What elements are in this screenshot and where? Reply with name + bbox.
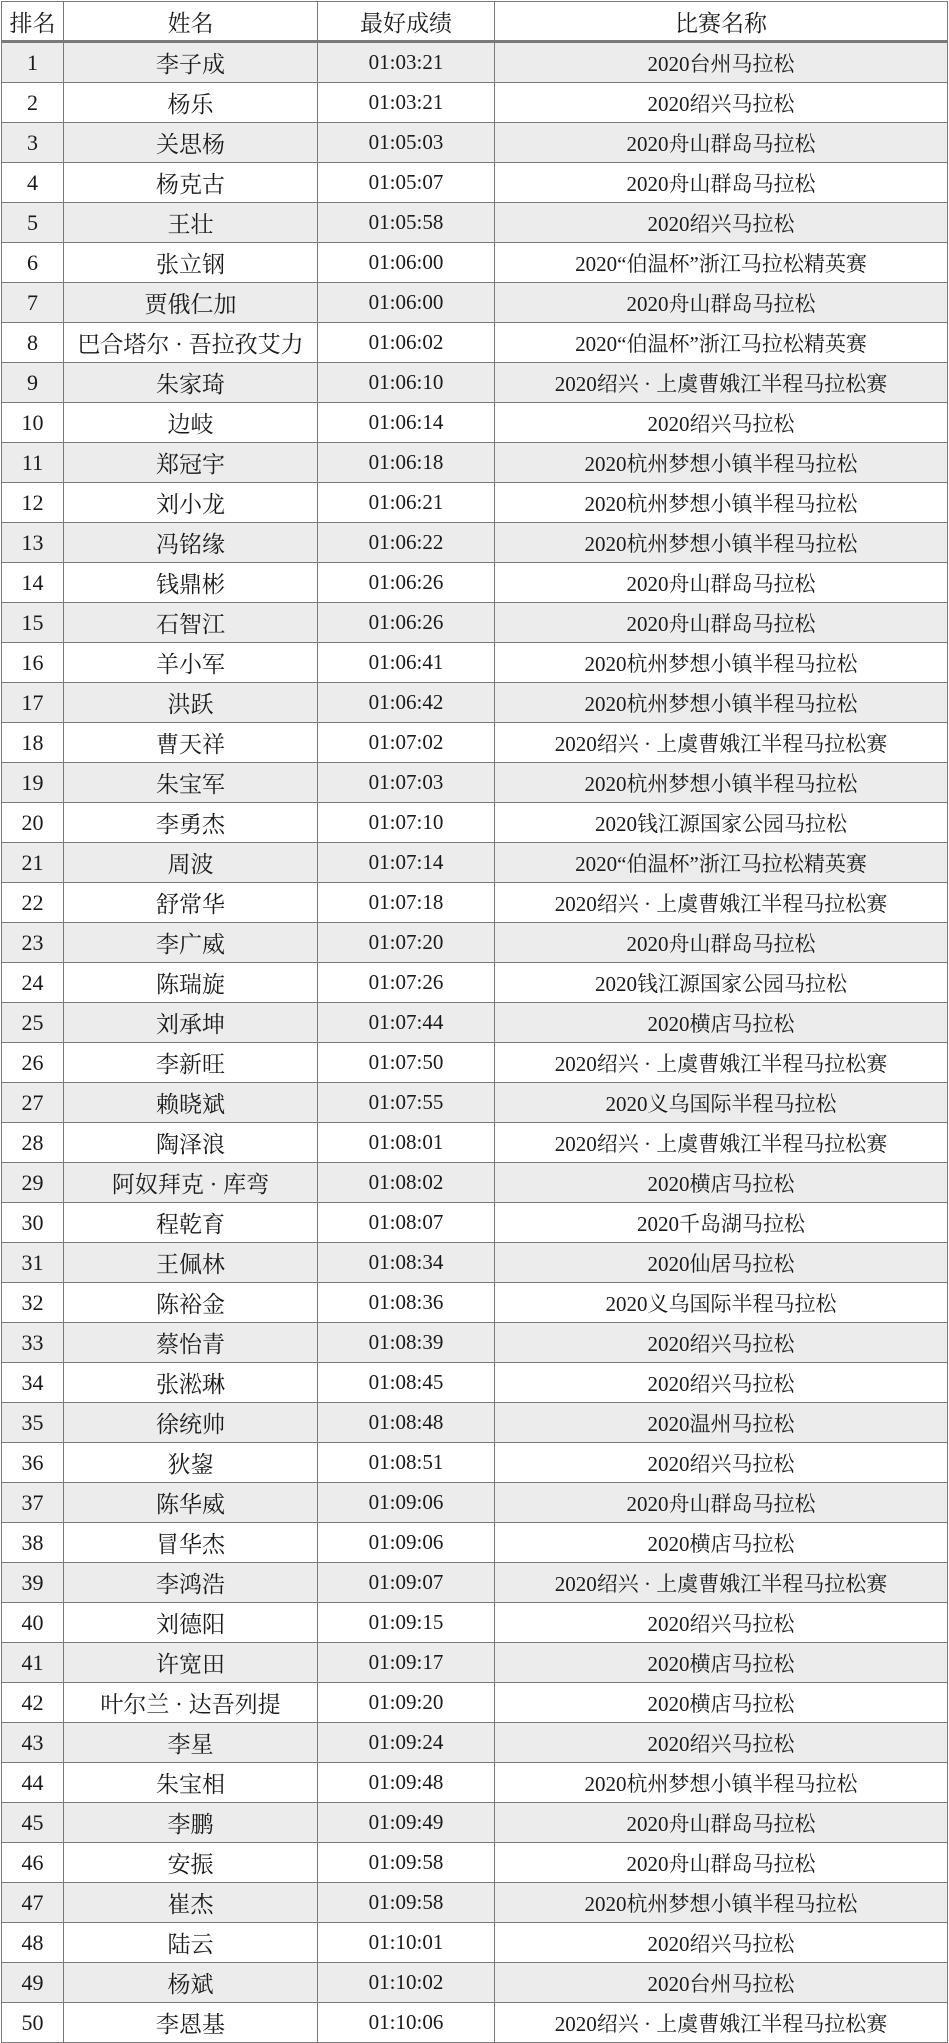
race-name-cell: 2020“伯温杯”浙江马拉松精英赛	[495, 243, 948, 283]
table-row	[2, 443, 948, 483]
race-name-cell: 2020绍兴 · 上虞曹娥江半程马拉松赛	[495, 363, 948, 403]
rank-cell: 44	[2, 1763, 64, 1803]
rank-cell: 40	[2, 1603, 64, 1643]
table-row	[2, 563, 948, 603]
table-row	[2, 1403, 948, 1443]
best-time-cell: 01:06:14	[318, 403, 495, 443]
best-time-cell: 01:06:00	[318, 243, 495, 283]
table-row	[2, 1683, 948, 1723]
table-row	[2, 243, 948, 283]
race-name-cell: 2020舟山群岛马拉松	[495, 603, 948, 643]
race-name-cell: 2020横店马拉松	[495, 1643, 948, 1683]
race-name-cell: 2020“伯温杯”浙江马拉松精英赛	[495, 323, 948, 363]
race-name-cell: 2020仙居马拉松	[495, 1243, 948, 1283]
table-row	[2, 683, 948, 723]
race-name-cell: 2020绍兴马拉松	[495, 1363, 948, 1403]
rank-cell: 20	[2, 803, 64, 843]
rank-cell: 43	[2, 1723, 64, 1763]
table-row	[2, 1643, 948, 1683]
rank-cell: 31	[2, 1243, 64, 1283]
table-row	[2, 1163, 948, 1203]
best-time-cell: 01:08:39	[318, 1323, 495, 1363]
best-time-cell: 01:09:49	[318, 1803, 495, 1843]
best-time-cell: 01:09:20	[318, 1683, 495, 1723]
name-cell: 关思杨	[64, 123, 318, 163]
rank-cell: 42	[2, 1683, 64, 1723]
header-name: 姓名	[64, 2, 318, 42]
name-cell: 李鹏	[64, 1803, 318, 1843]
rank-cell: 11	[2, 443, 64, 483]
rank-cell: 27	[2, 1083, 64, 1123]
best-time-cell: 01:05:07	[318, 163, 495, 203]
rank-cell: 2	[2, 83, 64, 123]
rank-cell: 24	[2, 963, 64, 1003]
best-time-cell: 01:08:45	[318, 1363, 495, 1403]
table-row	[2, 843, 948, 883]
best-time-cell: 01:03:21	[318, 42, 495, 83]
rank-cell: 47	[2, 1883, 64, 1923]
table-row	[2, 1723, 948, 1763]
name-cell: 崔杰	[64, 1883, 318, 1923]
rank-cell: 29	[2, 1163, 64, 1203]
ranking-table	[1, 1, 948, 2043]
rank-cell: 18	[2, 723, 64, 763]
table-row	[2, 1283, 948, 1323]
race-name-cell: 2020绍兴马拉松	[495, 203, 948, 243]
best-time-cell: 01:05:03	[318, 123, 495, 163]
rank-cell: 35	[2, 1403, 64, 1443]
rank-cell: 4	[2, 163, 64, 203]
table-row	[2, 1923, 948, 1963]
name-cell: 钱鼎彬	[64, 563, 318, 603]
name-cell: 赖晓斌	[64, 1083, 318, 1123]
header-best-time: 最好成绩	[318, 2, 495, 42]
table-row	[2, 323, 948, 363]
name-cell: 朱宝军	[64, 763, 318, 803]
best-time-cell: 01:06:22	[318, 523, 495, 563]
table-row	[2, 163, 948, 203]
best-time-cell: 01:08:01	[318, 1123, 495, 1163]
best-time-cell: 01:07:14	[318, 843, 495, 883]
best-time-cell: 01:07:02	[318, 723, 495, 763]
name-cell: 郑冠宇	[64, 443, 318, 483]
table-row	[2, 1883, 948, 1923]
race-name-cell: 2020台州马拉松	[495, 42, 948, 83]
name-cell: 陆云	[64, 1923, 318, 1963]
rank-cell: 41	[2, 1643, 64, 1683]
race-name-cell: 2020绍兴 · 上虞曹娥江半程马拉松赛	[495, 1563, 948, 1603]
table-row	[2, 1523, 948, 1563]
race-name-cell: 2020杭州梦想小镇半程马拉松	[495, 523, 948, 563]
table-row	[2, 1843, 948, 1883]
name-cell: 朱家琦	[64, 363, 318, 403]
table-row	[2, 1203, 948, 1243]
race-name-cell: 2020绍兴马拉松	[495, 1443, 948, 1483]
race-name-cell: 2020千岛湖马拉松	[495, 1203, 948, 1243]
race-name-cell: 2020绍兴马拉松	[495, 1323, 948, 1363]
race-name-cell: 2020杭州梦想小镇半程马拉松	[495, 443, 948, 483]
name-cell: 叶尔兰 · 达吾列提	[64, 1683, 318, 1723]
rank-cell: 15	[2, 603, 64, 643]
rank-cell: 49	[2, 1963, 64, 2003]
race-name-cell: 2020杭州梦想小镇半程马拉松	[495, 763, 948, 803]
name-cell: 陶泽浪	[64, 1123, 318, 1163]
rank-cell: 10	[2, 403, 64, 443]
race-name-cell: 2020舟山群岛马拉松	[495, 283, 948, 323]
rank-cell: 14	[2, 563, 64, 603]
rank-cell: 8	[2, 323, 64, 363]
best-time-cell: 01:06:26	[318, 603, 495, 643]
rank-cell: 30	[2, 1203, 64, 1243]
name-cell: 朱宝相	[64, 1763, 318, 1803]
table-row	[2, 403, 948, 443]
race-name-cell: 2020绍兴 · 上虞曹娥江半程马拉松赛	[495, 723, 948, 763]
table-row	[2, 1443, 948, 1483]
table-row	[2, 483, 948, 523]
name-cell: 狄鋆	[64, 1443, 318, 1483]
table-row	[2, 1083, 948, 1123]
name-cell: 李星	[64, 1723, 318, 1763]
name-cell: 杨乐	[64, 83, 318, 123]
table-row	[2, 923, 948, 963]
name-cell: 杨克古	[64, 163, 318, 203]
best-time-cell: 01:07:03	[318, 763, 495, 803]
rank-cell: 32	[2, 1283, 64, 1323]
name-cell: 安振	[64, 1843, 318, 1883]
best-time-cell: 01:08:36	[318, 1283, 495, 1323]
rank-cell: 6	[2, 243, 64, 283]
best-time-cell: 01:06:18	[318, 443, 495, 483]
race-name-cell: 2020绍兴 · 上虞曹娥江半程马拉松赛	[495, 883, 948, 923]
best-time-cell: 01:09:24	[318, 1723, 495, 1763]
table-row	[2, 523, 948, 563]
name-cell: 王佩林	[64, 1243, 318, 1283]
table-row	[2, 1763, 948, 1803]
best-time-cell: 01:09:17	[318, 1643, 495, 1683]
best-time-cell: 01:09:58	[318, 1883, 495, 1923]
race-name-cell: 2020横店马拉松	[495, 1163, 948, 1203]
name-cell: 刘德阳	[64, 1603, 318, 1643]
best-time-cell: 01:08:51	[318, 1443, 495, 1483]
race-name-cell: 2020舟山群岛马拉松	[495, 1843, 948, 1883]
rank-cell: 5	[2, 203, 64, 243]
best-time-cell: 01:03:21	[318, 83, 495, 123]
name-cell: 徐统帅	[64, 1403, 318, 1443]
race-name-cell: 2020舟山群岛马拉松	[495, 163, 948, 203]
table-row	[2, 283, 948, 323]
name-cell: 李新旺	[64, 1043, 318, 1083]
table-row	[2, 1243, 948, 1283]
rank-cell: 19	[2, 763, 64, 803]
race-name-cell: 2020杭州梦想小镇半程马拉松	[495, 1883, 948, 1923]
best-time-cell: 01:06:21	[318, 483, 495, 523]
best-time-cell: 01:10:02	[318, 1963, 495, 2003]
best-time-cell: 01:09:48	[318, 1763, 495, 1803]
name-cell: 冒华杰	[64, 1523, 318, 1563]
table-row	[2, 1003, 948, 1043]
best-time-cell: 01:08:02	[318, 1163, 495, 1203]
table-row	[2, 883, 948, 923]
race-name-cell: 2020绍兴马拉松	[495, 403, 948, 443]
rank-cell: 33	[2, 1323, 64, 1363]
name-cell: 冯铭缘	[64, 523, 318, 563]
race-name-cell: 2020舟山群岛马拉松	[495, 123, 948, 163]
best-time-cell: 01:06:00	[318, 283, 495, 323]
table-row	[2, 1803, 948, 1843]
race-name-cell: 2020杭州梦想小镇半程马拉松	[495, 643, 948, 683]
best-time-cell: 01:08:34	[318, 1243, 495, 1283]
best-time-cell: 01:09:07	[318, 1563, 495, 1603]
race-name-cell: 2020杭州梦想小镇半程马拉松	[495, 1763, 948, 1803]
best-time-cell: 01:10:06	[318, 2003, 495, 2043]
rank-cell: 1	[2, 42, 64, 83]
name-cell: 王壮	[64, 203, 318, 243]
name-cell: 刘小龙	[64, 483, 318, 523]
race-name-cell: 2020台州马拉松	[495, 1963, 948, 2003]
name-cell: 阿奴拜克 · 库弯	[64, 1163, 318, 1203]
table-body	[2, 42, 948, 2043]
race-name-cell: 2020舟山群岛马拉松	[495, 563, 948, 603]
table-row	[2, 123, 948, 163]
name-cell: 边岐	[64, 403, 318, 443]
name-cell: 李恩基	[64, 2003, 318, 2043]
table-row	[2, 1043, 948, 1083]
rank-cell: 12	[2, 483, 64, 523]
best-time-cell: 01:07:55	[318, 1083, 495, 1123]
best-time-cell: 01:07:10	[318, 803, 495, 843]
rank-cell: 9	[2, 363, 64, 403]
best-time-cell: 01:10:01	[318, 1923, 495, 1963]
best-time-cell: 01:09:15	[318, 1603, 495, 1643]
table-row	[2, 2003, 948, 2043]
race-name-cell: 2020钱江源国家公园马拉松	[495, 963, 948, 1003]
best-time-cell: 01:06:26	[318, 563, 495, 603]
table-row	[2, 803, 948, 843]
best-time-cell: 01:06:02	[318, 323, 495, 363]
best-time-cell: 01:06:41	[318, 643, 495, 683]
rank-cell: 25	[2, 1003, 64, 1043]
table-row	[2, 363, 948, 403]
rank-cell: 46	[2, 1843, 64, 1883]
name-cell: 李子成	[64, 42, 318, 83]
table-row	[2, 1363, 948, 1403]
rank-cell: 26	[2, 1043, 64, 1083]
best-time-cell: 01:09:58	[318, 1843, 495, 1883]
best-time-cell: 01:07:18	[318, 883, 495, 923]
table-row	[2, 723, 948, 763]
race-name-cell: 2020绍兴马拉松	[495, 83, 948, 123]
best-time-cell: 01:07:26	[318, 963, 495, 1003]
name-cell: 张立钢	[64, 243, 318, 283]
race-name-cell: 2020杭州梦想小镇半程马拉松	[495, 483, 948, 523]
name-cell: 周波	[64, 843, 318, 883]
rank-cell: 50	[2, 2003, 64, 2043]
table-row	[2, 1123, 948, 1163]
rank-cell: 34	[2, 1363, 64, 1403]
race-name-cell: 2020杭州梦想小镇半程马拉松	[495, 683, 948, 723]
table-row	[2, 603, 948, 643]
best-time-cell: 01:07:20	[318, 923, 495, 963]
race-name-cell: 2020横店马拉松	[495, 1523, 948, 1563]
rank-cell: 21	[2, 843, 64, 883]
name-cell: 李勇杰	[64, 803, 318, 843]
rank-cell: 16	[2, 643, 64, 683]
best-time-cell: 01:08:48	[318, 1403, 495, 1443]
name-cell: 蔡怡青	[64, 1323, 318, 1363]
rank-cell: 17	[2, 683, 64, 723]
rank-cell: 28	[2, 1123, 64, 1163]
best-time-cell: 01:08:07	[318, 1203, 495, 1243]
name-cell: 张淞琳	[64, 1363, 318, 1403]
race-name-cell: 2020横店马拉松	[495, 1683, 948, 1723]
race-name-cell: 2020义乌国际半程马拉松	[495, 1283, 948, 1323]
best-time-cell: 01:07:50	[318, 1043, 495, 1083]
rank-cell: 39	[2, 1563, 64, 1603]
name-cell: 贾俄仁加	[64, 283, 318, 323]
best-time-cell: 01:06:10	[318, 363, 495, 403]
table-row	[2, 203, 948, 243]
table-row	[2, 643, 948, 683]
rank-cell: 38	[2, 1523, 64, 1563]
race-name-cell: 2020绍兴 · 上虞曹娥江半程马拉松赛	[495, 1043, 948, 1083]
best-time-cell: 01:07:44	[318, 1003, 495, 1043]
table-header	[2, 2, 948, 42]
race-name-cell: 2020绍兴 · 上虞曹娥江半程马拉松赛	[495, 2003, 948, 2043]
best-time-cell: 01:09:06	[318, 1523, 495, 1563]
name-cell: 刘承坤	[64, 1003, 318, 1043]
header-race-name: 比赛名称	[495, 2, 948, 42]
race-name-cell: 2020舟山群岛马拉松	[495, 1483, 948, 1523]
table-row	[2, 83, 948, 123]
race-name-cell: 2020绍兴 · 上虞曹娥江半程马拉松赛	[495, 1123, 948, 1163]
name-cell: 许宽田	[64, 1643, 318, 1683]
rank-cell: 45	[2, 1803, 64, 1843]
name-cell: 陈裕金	[64, 1283, 318, 1323]
table-row	[2, 1963, 948, 2003]
name-cell: 李广威	[64, 923, 318, 963]
race-name-cell: 2020义乌国际半程马拉松	[495, 1083, 948, 1123]
race-name-cell: 2020舟山群岛马拉松	[495, 1803, 948, 1843]
rank-cell: 22	[2, 883, 64, 923]
name-cell: 杨斌	[64, 1963, 318, 2003]
rank-cell: 48	[2, 1923, 64, 1963]
rank-cell: 13	[2, 523, 64, 563]
race-name-cell: 2020绍兴马拉松	[495, 1603, 948, 1643]
rank-cell: 37	[2, 1483, 64, 1523]
name-cell: 石智江	[64, 603, 318, 643]
table-row	[2, 963, 948, 1003]
best-time-cell: 01:06:42	[318, 683, 495, 723]
table-row	[2, 1603, 948, 1643]
name-cell: 曹天祥	[64, 723, 318, 763]
name-cell: 洪跃	[64, 683, 318, 723]
race-name-cell: 2020绍兴马拉松	[495, 1723, 948, 1763]
name-cell: 羊小军	[64, 643, 318, 683]
rank-cell: 23	[2, 923, 64, 963]
table-row	[2, 1483, 948, 1523]
rank-cell: 36	[2, 1443, 64, 1483]
name-cell: 巴合塔尔 · 吾拉孜艾力	[64, 323, 318, 363]
best-time-cell: 01:05:58	[318, 203, 495, 243]
race-name-cell: 2020钱江源国家公园马拉松	[495, 803, 948, 843]
header-rank: 排名	[2, 2, 64, 42]
race-name-cell: 2020“伯温杯”浙江马拉松精英赛	[495, 843, 948, 883]
rank-cell: 3	[2, 123, 64, 163]
table-row	[2, 1563, 948, 1603]
race-name-cell: 2020横店马拉松	[495, 1003, 948, 1043]
header-row	[2, 2, 948, 42]
name-cell: 程乾育	[64, 1203, 318, 1243]
rank-cell: 7	[2, 283, 64, 323]
race-name-cell: 2020绍兴马拉松	[495, 1923, 948, 1963]
race-name-cell: 2020温州马拉松	[495, 1403, 948, 1443]
table-row	[2, 42, 948, 83]
name-cell: 舒常华	[64, 883, 318, 923]
table-row	[2, 763, 948, 803]
name-cell: 陈瑞旋	[64, 963, 318, 1003]
name-cell: 陈华威	[64, 1483, 318, 1523]
name-cell: 李鸿浩	[64, 1563, 318, 1603]
race-name-cell: 2020舟山群岛马拉松	[495, 923, 948, 963]
table-row	[2, 1323, 948, 1363]
best-time-cell: 01:09:06	[318, 1483, 495, 1523]
